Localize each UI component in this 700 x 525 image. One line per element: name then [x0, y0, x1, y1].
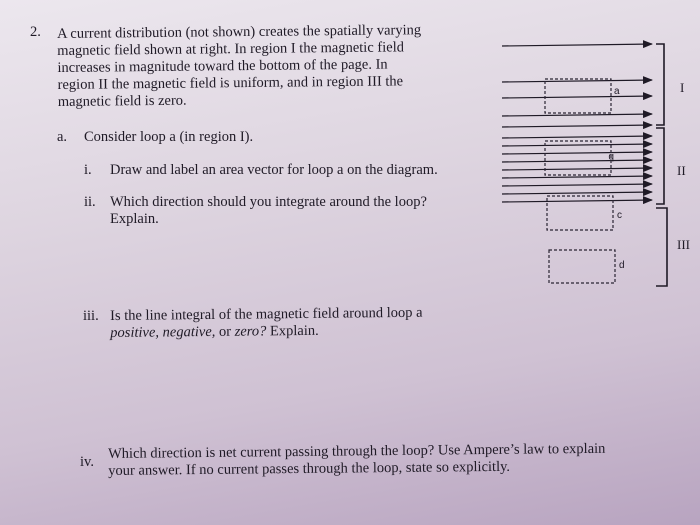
- region-III-bracket: [656, 208, 667, 286]
- part-a-text: Consider loop a (in region I).: [84, 129, 254, 145]
- field-line: [502, 168, 652, 170]
- loop-label-b: b: [608, 151, 614, 162]
- field-line: [502, 160, 652, 162]
- item-iv-line-2: your answer. If no current passes through the loop, state so explicitly.: [108, 458, 511, 479]
- field-line: [502, 144, 652, 146]
- item-i-number: i.: [84, 162, 92, 178]
- field-line: [502, 192, 652, 194]
- item-iii-rest: Explain.: [266, 322, 319, 340]
- loop-label-d: d: [619, 260, 625, 271]
- field-line: [502, 176, 652, 178]
- field-line: [502, 200, 652, 202]
- field-line: [502, 44, 652, 46]
- field-line: [502, 80, 652, 82]
- problem-number: 2.: [30, 24, 41, 40]
- item-iii-or: or: [218, 323, 235, 340]
- field-line: [502, 184, 652, 186]
- part-a-label: a.: [57, 129, 68, 145]
- field-line: [502, 152, 652, 154]
- field-line: [502, 136, 652, 138]
- intro-line-4: region II the magnetic field is uniform, and in region III the: [57, 73, 404, 93]
- loop-b: [545, 141, 611, 175]
- region-label-I: I: [680, 80, 685, 95]
- item-iv-line-1: Which direction is net current passing through the loop? Use Ampere’s law to explain: [108, 440, 606, 462]
- item-iv-number: iv.: [80, 454, 94, 470]
- item-iii-zero: zero?: [234, 323, 267, 340]
- item-ii-line-1: Which direction should you integrate around the loop?: [110, 194, 427, 210]
- item-iii-italic: positive, negative,: [110, 323, 220, 341]
- intro-line-5: magnetic field is zero.: [57, 92, 187, 110]
- item-i-text: Draw and label an area vector for loop a on the diagram.: [110, 162, 438, 178]
- item-ii-line-2: Explain.: [110, 211, 159, 227]
- item-iii-line-1: Is the line integral of the magnetic field around loop a: [110, 304, 423, 324]
- field-line: [502, 96, 652, 98]
- field-line: [502, 114, 652, 116]
- intro-line-1: A current distribution (not shown) creates the spatially varying: [57, 22, 422, 42]
- loop-d: [549, 250, 615, 283]
- loop-label-c: c: [617, 210, 622, 221]
- region-II-bracket: [656, 128, 664, 204]
- region-I-bracket: [656, 44, 664, 125]
- intro-line-2: magnetic field shown at right. In region I the magnetic field: [57, 39, 405, 59]
- region-label-III: III: [677, 237, 690, 252]
- item-ii-number: ii.: [84, 194, 96, 210]
- loop-label-a: a: [614, 86, 620, 97]
- region-label-II: II: [677, 163, 686, 178]
- field-line: [502, 125, 652, 127]
- intro-line-3: increases in magnitude toward the bottom of the page. In: [57, 56, 388, 76]
- loop-a: [545, 79, 611, 113]
- item-iii-number: iii.: [83, 308, 99, 324]
